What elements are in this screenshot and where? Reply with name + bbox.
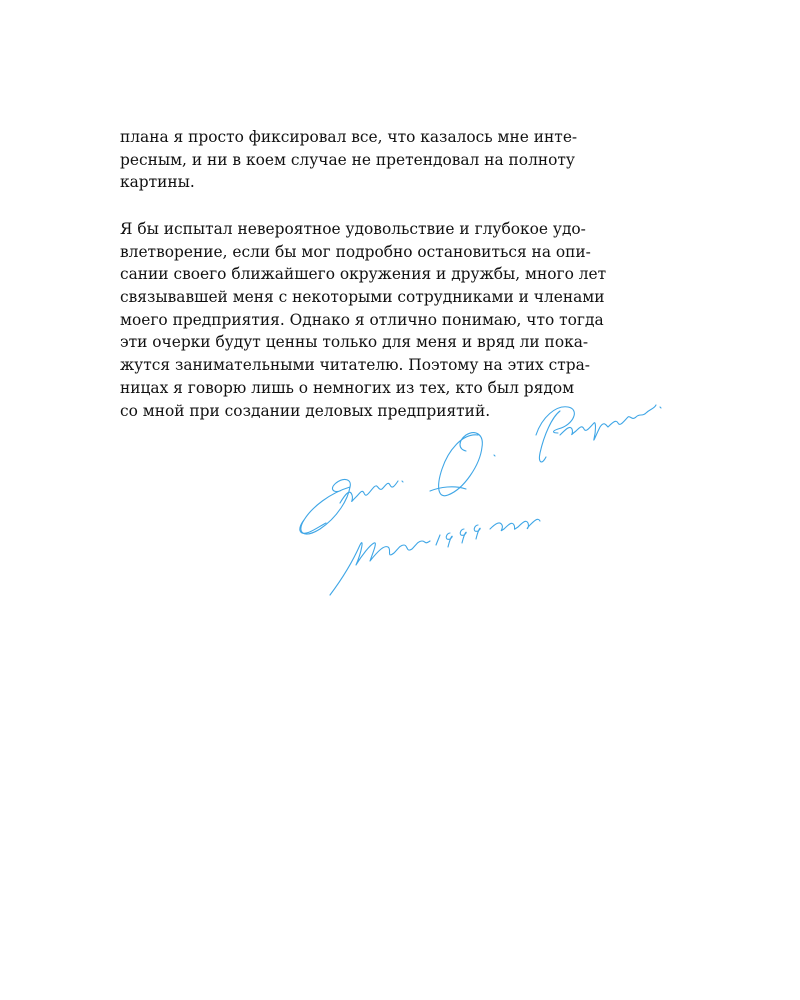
paragraph-2-line-8: ницах я говорю лишь о немногих из тех, кто был рядом [120,378,575,397]
paragraph-2-line-5: моего предприятия. Однако я отлично понимаю, что тогда [120,310,604,329]
paragraph-1-line-2: ресным, и ни в коем случае не претендовал на полноту [120,150,575,169]
paragraph-2-line-9: со мной при создании деловых предприятий. [120,401,491,420]
signature-stroke-okfeller [560,405,656,440]
paragraph-1-line-3: картины. [120,173,195,192]
handwritten-signature [290,395,670,610]
paragraph-2-line-7: жутся занимательными читателю. Поэтому на этих стра- [120,356,590,375]
signature-stroke-d2 [439,433,483,496]
signature-stroke-d2-base [430,487,466,491]
paragraph-2-line-1: Я бы испытал невероятное удовольствие и глубокое удо- [120,220,586,238]
paragraph-2 [120,218,607,422]
signature-stroke-mart [330,541,430,595]
signature-stroke-goda [490,519,540,530]
signature-stroke-zhon [340,481,398,503]
signature-stroke-r [539,411,560,462]
signature-stroke-year [436,525,480,547]
paragraph-2-line-4: связывавшей меня с некоторыми сотрудниками и членами [120,288,605,307]
paragraph-2-line-6: эти очерки будут ценны только для меня и вряд ли пока- [120,333,589,352]
signature-stroke-r-loop [536,407,574,435]
signature-stroke-dot3 [660,407,661,408]
paragraph-2-line-2: влетворение, если бы мог подробно остановиться на опи- [120,242,591,261]
paragraph-1 [120,126,578,194]
signature-stroke-d1-tail [300,520,326,533]
signature-stroke-d1 [301,480,350,534]
paragraph-2-line-3: сании своего ближайшего окружения и дружбы, много лет [120,265,607,284]
signature-stroke-dot1 [402,481,403,482]
signature-stroke-dot2 [494,455,495,456]
paragraph-1-line-1: плана я просто фиксировал все, что казалось мне инте- [120,128,578,146]
